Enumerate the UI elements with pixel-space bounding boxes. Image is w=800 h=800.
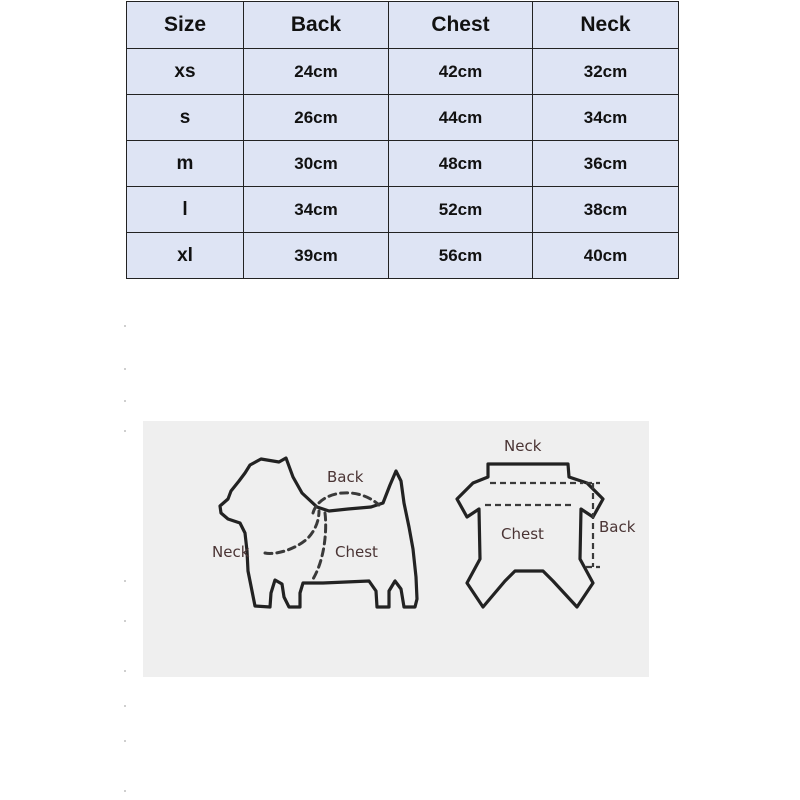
size-cell: l — [127, 187, 244, 233]
table-row — [127, 95, 679, 141]
table-row — [127, 233, 679, 279]
chest-cell: 52cm — [389, 187, 533, 233]
table-row — [127, 141, 679, 187]
back-cell: 39cm — [244, 233, 389, 279]
dog-neck-label: Neck — [212, 543, 250, 561]
measurement-diagram — [143, 421, 649, 677]
neck-cell: 36cm — [533, 141, 679, 187]
neck-cell: 40cm — [533, 233, 679, 279]
margin-dots — [124, 320, 127, 800]
table-row — [127, 49, 679, 95]
chest-cell: 44cm — [389, 95, 533, 141]
chest-cell: 48cm — [389, 141, 533, 187]
neck-cell: 34cm — [533, 95, 679, 141]
dog-neck-line — [265, 511, 319, 553]
dog-back-label: Back — [327, 468, 364, 486]
header-chest: Chest — [389, 2, 533, 49]
chest-cell: 56cm — [389, 233, 533, 279]
size-cell: m — [127, 141, 244, 187]
header-back: Back — [244, 2, 389, 49]
dog-chest-line — [313, 513, 326, 579]
size-cell: xs — [127, 49, 244, 95]
garment-chest-label: Chest — [501, 525, 544, 543]
size-chart-table — [126, 1, 679, 279]
header-size: Size — [127, 2, 244, 49]
header-neck: Neck — [533, 2, 679, 49]
table-header-row — [127, 2, 679, 49]
neck-cell: 38cm — [533, 187, 679, 233]
size-cell: s — [127, 95, 244, 141]
back-cell: 34cm — [244, 187, 389, 233]
garment-back-label: Back — [599, 518, 636, 536]
size-cell: xl — [127, 233, 244, 279]
dog-outline — [220, 458, 417, 607]
garment-neck-label: Neck — [504, 437, 542, 455]
back-cell: 26cm — [244, 95, 389, 141]
table-row — [127, 187, 679, 233]
back-cell: 24cm — [244, 49, 389, 95]
back-cell: 30cm — [244, 141, 389, 187]
chest-cell: 42cm — [389, 49, 533, 95]
neck-cell: 32cm — [533, 49, 679, 95]
dog-chest-label: Chest — [335, 543, 378, 561]
